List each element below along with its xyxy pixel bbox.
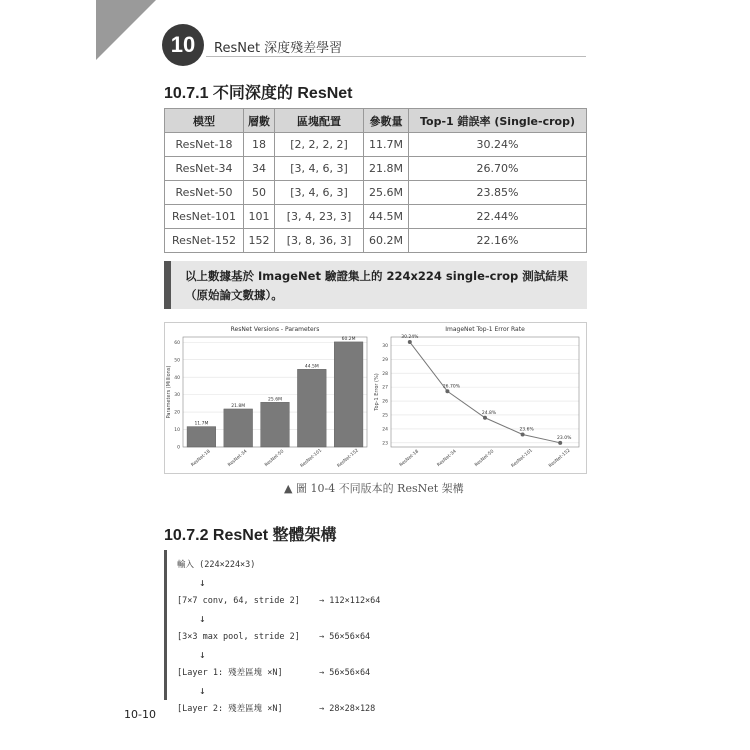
code-output: → 56×56×64	[319, 632, 371, 642]
point-value-label: 23.0%	[557, 435, 572, 441]
table-cell: 60.2M	[364, 229, 409, 253]
data-point	[483, 416, 487, 420]
table-cell: 30.24%	[409, 133, 587, 157]
table-cell: 18	[244, 133, 275, 157]
point-value-label: 26.70%	[442, 384, 460, 390]
table-cell: [2, 2, 2, 2]	[275, 133, 364, 157]
y-tick-label: 24	[382, 427, 388, 433]
table-header-cell: 參數量	[364, 109, 409, 133]
table-cell: [3, 4, 6, 3]	[275, 157, 364, 181]
table-cell: 22.16%	[409, 229, 587, 253]
code-arrow: ↓	[199, 576, 206, 589]
resnet-depth-table	[164, 108, 587, 253]
code-arrow: ↓	[199, 612, 206, 625]
data-point	[445, 389, 449, 393]
code-output: → 56×56×64	[319, 668, 371, 678]
y-tick-label: 30	[382, 343, 388, 349]
chart-title: ResNet Versions - Parameters	[230, 326, 320, 333]
table-cell: 25.6M	[364, 181, 409, 205]
table-cell: 44.5M	[364, 205, 409, 229]
x-tick-label: ResNet-34	[436, 449, 458, 469]
x-tick-label: ResNet-18	[190, 449, 212, 469]
architecture-code-block	[164, 550, 587, 714]
y-tick-label: 40	[174, 375, 180, 381]
code-line	[177, 628, 587, 646]
table-header-cell: 區塊配置	[275, 109, 364, 133]
table-cell: [3, 4, 6, 3]	[275, 181, 364, 205]
code-arrow: ↓	[199, 648, 206, 661]
x-tick-label: ResNet-152	[548, 448, 572, 469]
bar	[334, 342, 363, 447]
table-cell: ResNet-101	[165, 205, 244, 229]
x-tick-label: ResNet-101	[510, 448, 534, 469]
y-tick-label: 27	[382, 385, 388, 391]
table-header-cell: 模型	[165, 109, 244, 133]
code-line	[177, 592, 587, 610]
table-header-cell: Top-1 錯誤率 (Single-crop)	[409, 109, 587, 133]
code-line	[177, 664, 587, 682]
x-tick-label: ResNet-50	[474, 449, 496, 469]
bar	[187, 427, 216, 447]
table-cell: ResNet-50	[165, 181, 244, 205]
y-axis-label: Top-1 Error (%)	[374, 373, 380, 411]
table-header-row	[165, 109, 587, 133]
table-cell: [3, 8, 36, 3]	[275, 229, 364, 253]
figure-caption: ▲ 圖 10-4 不同版本的 ResNet 架構	[284, 482, 464, 495]
table-cell: 26.70%	[409, 157, 587, 181]
table-row	[165, 181, 587, 205]
chapter-title: ResNet 深度殘差學習	[214, 41, 343, 56]
data-point	[521, 432, 525, 436]
y-tick-label: 28	[382, 371, 388, 377]
code-layer: [3×3 max pool, stride 2]	[177, 632, 300, 642]
table-row	[165, 133, 587, 157]
y-tick-label: 26	[382, 399, 388, 405]
table-cell: 22.44%	[409, 205, 587, 229]
header-rule	[206, 56, 586, 57]
table-cell: 101	[244, 205, 275, 229]
table-cell: ResNet-34	[165, 157, 244, 181]
chart-title: ImageNet Top-1 Error Rate	[445, 326, 525, 333]
x-tick-label: ResNet-50	[264, 449, 286, 469]
table-cell: 34	[244, 157, 275, 181]
code-layer: [7×7 conv, 64, stride 2]	[177, 596, 300, 606]
bar-value-label: 11.7M	[194, 421, 209, 427]
table-cell: 21.8M	[364, 157, 409, 181]
code-output: → 28×28×128	[319, 704, 376, 714]
bar	[261, 402, 290, 447]
page-number: 10-10	[124, 708, 156, 721]
data-point	[558, 441, 562, 445]
code-line	[177, 700, 587, 718]
section-title-2: 10.7.2 ResNet 整體架構	[164, 527, 337, 544]
bar-value-label: 60.2M	[341, 336, 356, 342]
y-tick-label: 20	[174, 410, 180, 416]
bar-value-label: 44.5M	[304, 364, 319, 370]
x-tick-label: ResNet-152	[336, 448, 360, 469]
table-cell: ResNet-18	[165, 133, 244, 157]
point-value-label: 24.8%	[481, 410, 497, 416]
table-cell: 50	[244, 181, 275, 205]
x-tick-label: ResNet-101	[299, 448, 324, 469]
y-tick-label: 30	[174, 393, 180, 399]
figure-charts	[164, 322, 587, 474]
table-cell: 23.85%	[409, 181, 587, 205]
table-row	[165, 157, 587, 181]
table-cell: [3, 4, 23, 3]	[275, 205, 364, 229]
table-cell: 11.7M	[364, 133, 409, 157]
y-tick-label: 25	[382, 413, 388, 419]
point-value-label: 23.6%	[519, 427, 534, 433]
table-row	[165, 229, 587, 253]
bar-value-label: 21.8M	[231, 403, 246, 409]
table-header-cell: 層數	[244, 109, 275, 133]
x-tick-label: ResNet-18	[398, 449, 421, 469]
table-cell: 152	[244, 229, 275, 253]
chapter-number-badge: 10	[162, 24, 204, 66]
header-corner-decoration	[96, 0, 156, 60]
point-value-label: 30.24%	[401, 335, 419, 341]
bar-value-label: 25.6M	[268, 397, 282, 403]
plot-frame	[391, 337, 579, 447]
section-title-1: 10.7.1 不同深度的 ResNet	[164, 85, 353, 102]
y-tick-label: 29	[382, 357, 388, 363]
charts-svg	[165, 323, 588, 475]
note-callout	[164, 261, 587, 309]
series-line	[410, 342, 560, 443]
code-line-input: 輸入 (224×224×3)	[177, 560, 256, 570]
bar	[224, 409, 253, 447]
note-line-1: 以上數據基於 ImageNet 驗證集上的 224x224 single-crop 測試結果	[185, 269, 569, 283]
code-output: → 112×112×64	[319, 596, 381, 606]
y-tick-label: 23	[382, 441, 388, 447]
table-row	[165, 205, 587, 229]
bar	[297, 369, 326, 447]
data-point	[408, 340, 412, 344]
y-tick-label: 10	[174, 428, 180, 434]
y-tick-label: 60	[174, 340, 180, 346]
code-layer: [Layer 1: 殘差區塊 ×N]	[177, 668, 283, 678]
y-tick-label: 50	[174, 358, 180, 364]
y-axis-label: Parameters (Millions)	[166, 365, 172, 419]
note-line-2: （原始論文數據）。	[185, 288, 283, 302]
table-cell: ResNet-152	[165, 229, 244, 253]
code-arrow: ↓	[199, 684, 206, 697]
y-tick-label: 0	[177, 445, 180, 451]
code-layer: [Layer 2: 殘差區塊 ×N]	[177, 704, 283, 714]
x-tick-label: ResNet-34	[227, 449, 249, 469]
